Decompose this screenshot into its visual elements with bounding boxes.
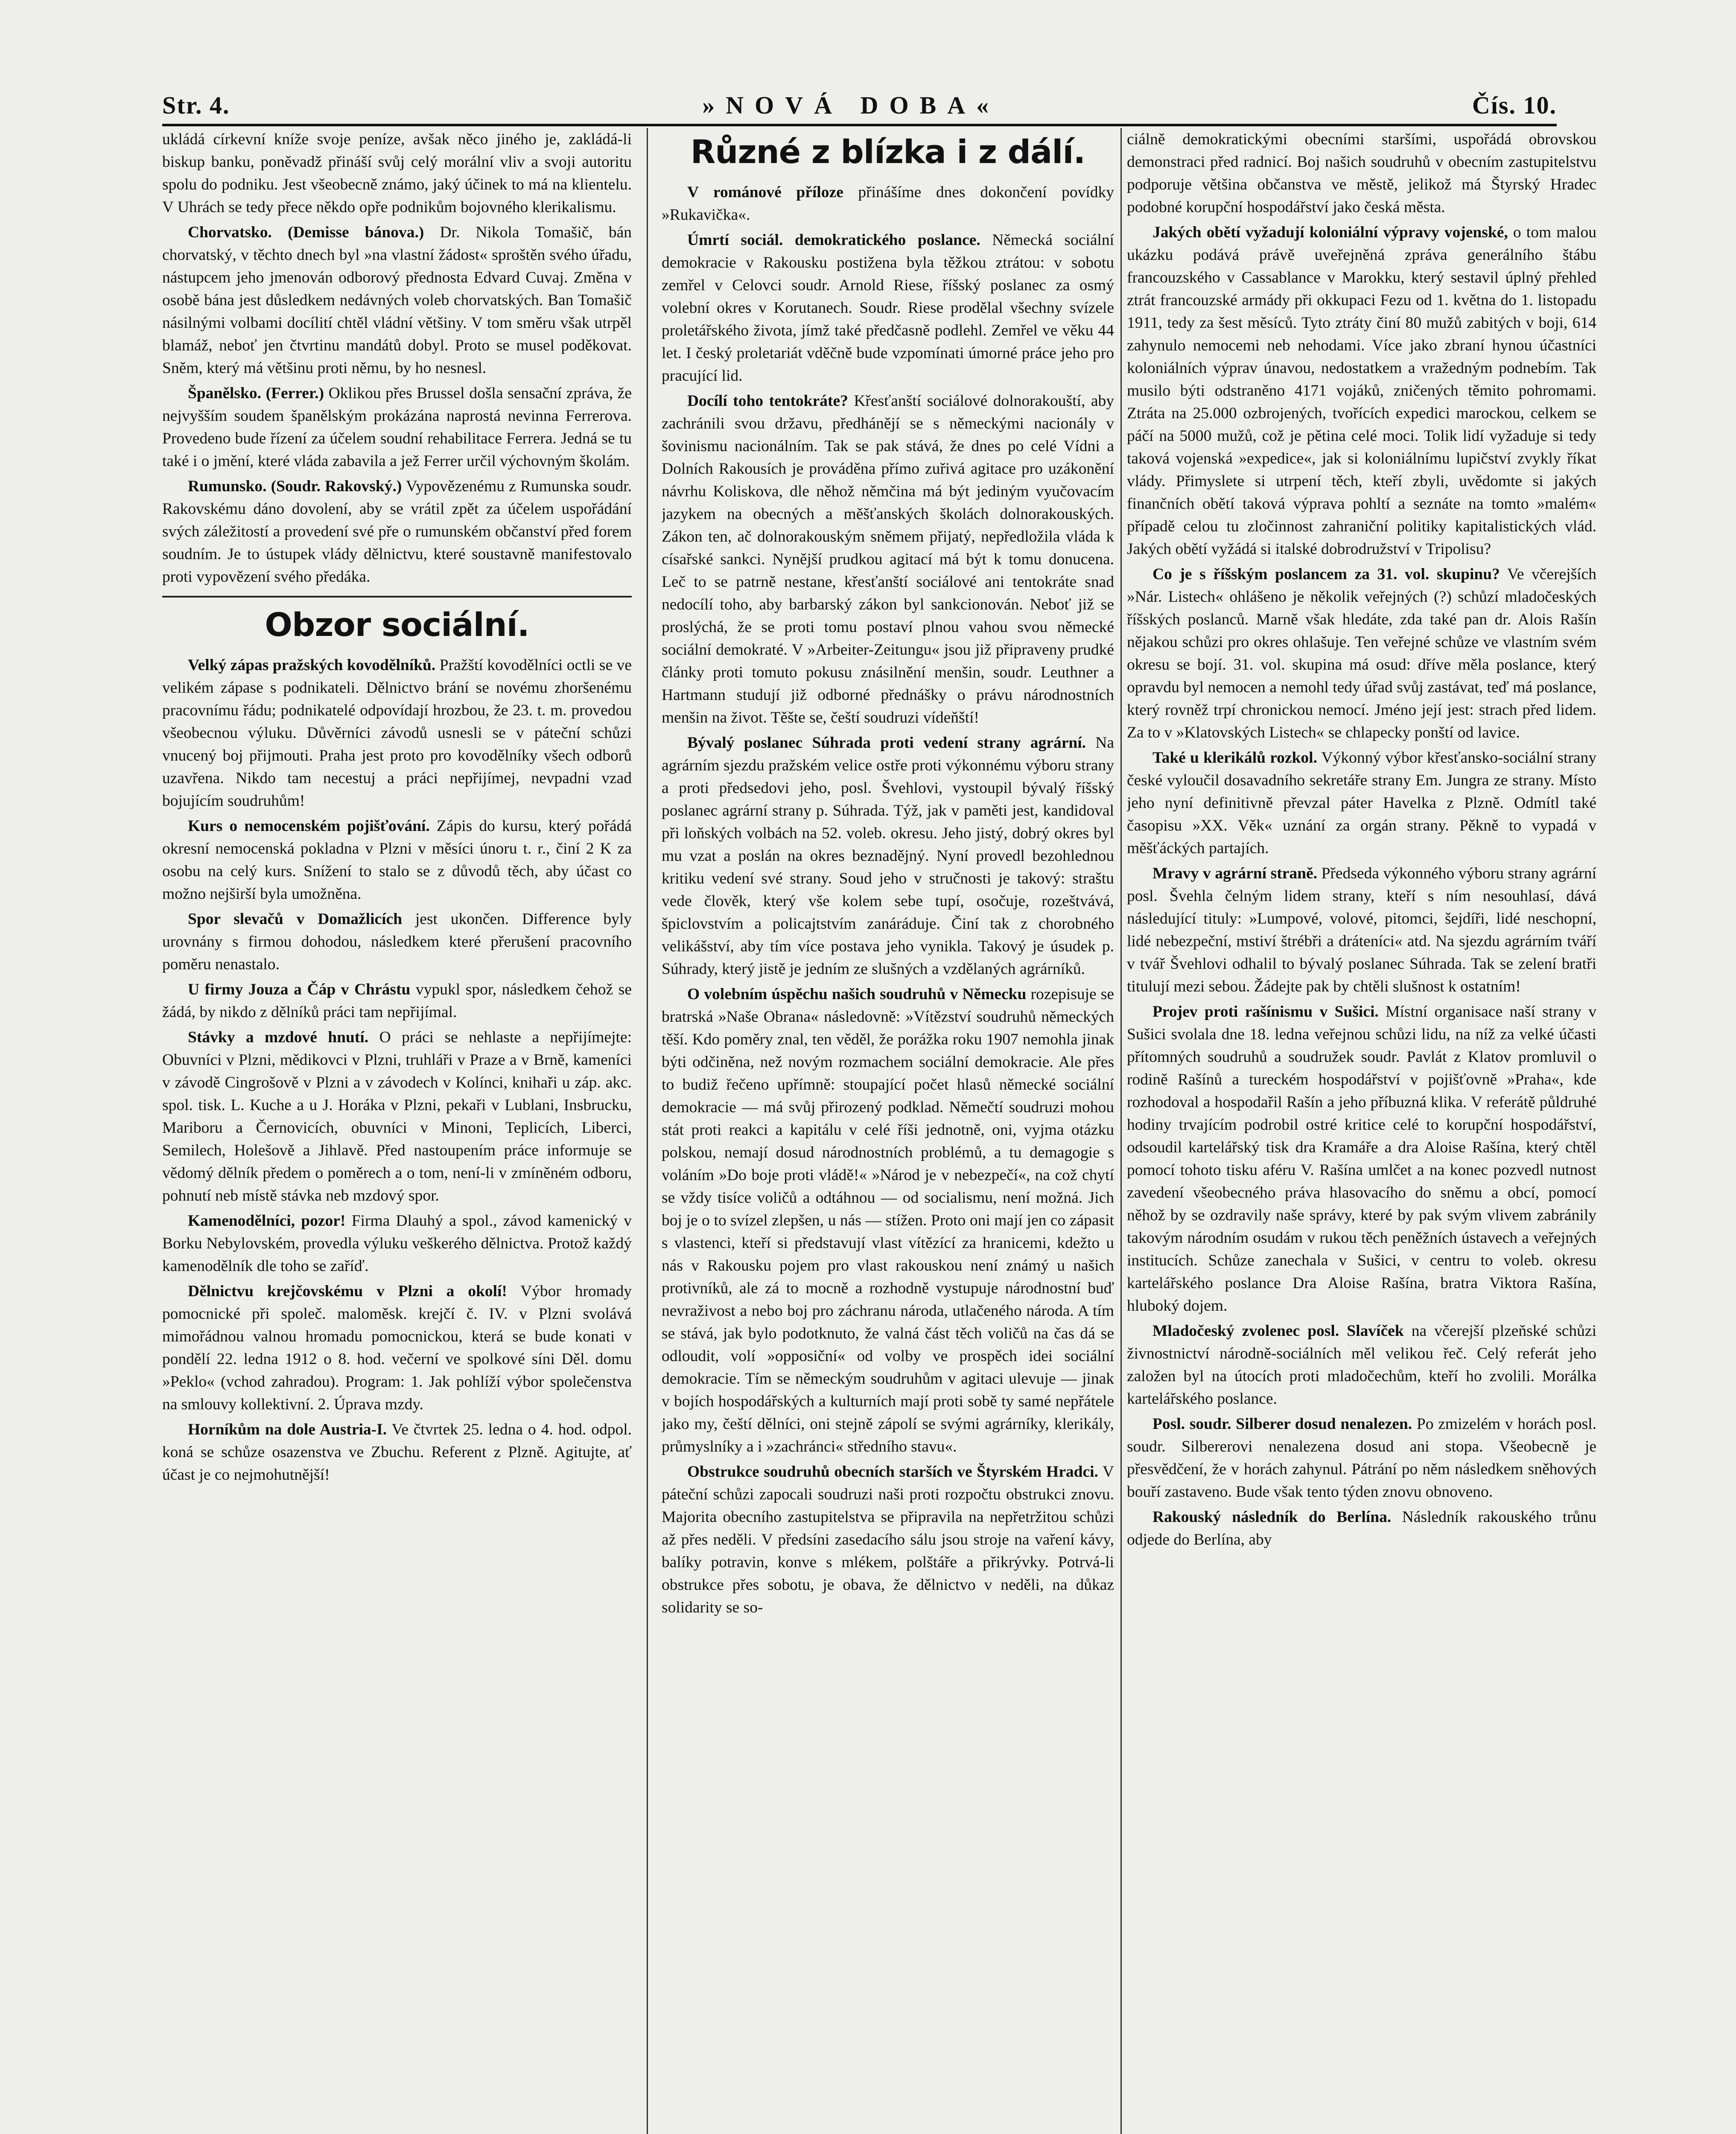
column-2 bbox=[662, 128, 1114, 2134]
article-heading: Úmrtí sociál. demokratického poslance. bbox=[687, 231, 980, 249]
article-heading: Mladočeský zvolenec posl. Slavíček bbox=[1152, 1322, 1404, 1340]
article-heading: Velký zápas pražských kovodělníků. bbox=[188, 656, 436, 674]
article-text: Místní organisace naší strany v Sušici svolala dne 18. ledna veřejnou schůzi lidu, na níž za velké účasti přítomných soudruhů a soudružek soudr. Pavlát z Klatov promluvil o rodině Rašínů a tureckém hospodářství v pojišťovně »Praha«, kde rozhodoval a hospodařil Rašín a jeho příbuzná klika. V referátě půldruhé hodiny trvajícím podrobil ostré kritice celé to korupční hospodářství, odsoudil kartelářský tisk dra Kramáře a dra Aloise Rašína, který chtěl pomocí tohoto tisku aféru V. Rašína umlčet a na konec pozvedl nutnost zavedení všeobecného práva hlasovacího do sněmu a obcí, pomocí něhož by se ozdravily naše správy, které by pak svým vlivem zabránily takovým národním osudám v rukou těch peněžních ústavech a veřejných institucích. Schůze zanechala v Sušici, v centru to voleb. okresu kartelářského poslance Dra Aloise Rašína, bratra Viktora Rašína, hluboký dojem. bbox=[1127, 1003, 1596, 1315]
article-heading: Docílí toho tentokráte? bbox=[687, 392, 848, 410]
article-heading: Stávky a mzdové hnutí. bbox=[188, 1029, 369, 1046]
article-text: jest ukončen. Difference byly urovnány s firmou dohodou, následkem které přerušení pracovního poměru nenastalo. bbox=[162, 910, 632, 973]
article-heading: Projev proti rašínismu v Sušici. bbox=[1152, 1003, 1379, 1020]
section-divider bbox=[162, 596, 632, 598]
column-rule bbox=[647, 128, 648, 2134]
section-title: Obzor sociální. bbox=[265, 606, 529, 644]
article-heading: Také u klerikálů rozkol. bbox=[1152, 749, 1317, 767]
article-paragraph bbox=[662, 1461, 1114, 1619]
article-heading: Rakouský následník do Berlína. bbox=[1152, 1508, 1392, 1526]
article-paragraph bbox=[162, 1418, 632, 1486]
article-paragraph bbox=[162, 978, 632, 1023]
article-heading: Chorvatsko. (Demisse bánova.) bbox=[188, 224, 424, 241]
page-header bbox=[162, 73, 1557, 126]
masthead: »NOVÁ DOBA« bbox=[702, 91, 1000, 119]
article-text: vypukl spor, následkem čehož se žádá, by nikdo z dělníků práci tam nepřijímal. bbox=[162, 981, 632, 1021]
article-heading: Obstrukce soudruhů obecních starších ve Štyrském Hradci. bbox=[687, 1463, 1098, 1481]
article-heading: O volebním úspěchu našich soudruhů v Německu bbox=[687, 985, 1027, 1003]
article-heading: Mravy v agrární straně. bbox=[1152, 865, 1317, 882]
article-paragraph bbox=[662, 229, 1114, 387]
article-text: o tom malou ukázku podává právě uveřejněná zpráva generálního štábu francouzského v Cassablance v Marokku, který sestavil úplný přehled ztrát francouzské armády při okkupaci Fezu od 1. května do 1. listopadu 1911, tedy za šest měsíců. Tyto ztráty činí 80 mužů zabitých v boji, 614 zahynulo nemocemi neb nehodami. Více jako zbraní hynou účastníci koloniálních výprav únavou, nedostatkem a vražedným podnebím. Tak musilo býti odstraněno 4171 vojáků, zničených těmito pohromami. Ztráta na 25.000 ozbrojených, tvořících expedici marockou, celkem se páčí na 5000 mužů, což je pětina celé moci. Tolik lidí vyžaduje si tedy taková vojenská »expedice«, jak si koloniálnímu lupičství zvykly říkat vlády. Přimyslete si utrpení těch, kteří zbyli, uvědomte si jakých finančních obětí taková výprava pohltí a seznáte na tomto »malém« případě celou tu zločinnost zahraniční politiky kapitalistických vlád. Jakých obětí vyžádá si italské dobrodružství v Tripolisu? bbox=[1127, 224, 1596, 558]
article-paragraph bbox=[162, 1280, 632, 1416]
article-paragraph bbox=[1127, 746, 1596, 860]
article-text: Dr. Nikola Tomašič, bán chorvatský, v těchto dnech byl »na vlastní žádost« sproštěn svého úřadu, nástupcem jeho jmenován odborový přednosta Edvard Cuvaj. Změna v osobě bána jest důsledkem nedávných voleb chorvatských. Ban Tomašič násilnými volbami docílití chtěl vládní většiny. V tom směru však utrpěl blamáž, neboť jen čtvrtinu mandátů dobyl. Proto se musel poděkovat. Sněm, který má většinu proti němu, by ho nesnesl. bbox=[162, 224, 632, 377]
article-heading: Horníkům na dole Austria-I. bbox=[188, 1421, 387, 1438]
article-heading: U firmy Jouza a Čáp v Chrástu bbox=[188, 981, 411, 998]
article-text: Předseda výkonného výboru strany agrární posl. Švehla čelným lidem strany, kteří s ním nesouhlasí, dává následující tituly: »Lumpové, volové, pitomci, šejdíři, lidé neschopní, lidé nebezpeční, mstiví štrébři a dráteníci« atd. Na sjezdu agrárním tváří v tvář Švehlovi odhalil to bývalý poslanec Súhrada. Tak se zelení bratři titulují mezi sebou. Žádejte pak by chtěli slušnost k ostatním! bbox=[1127, 865, 1596, 995]
article-text: ukládá církevní kníže svoje peníze, avšak něco jiného je, zakládá-li biskup banku, poněvadž přináší svůj celý morální vliv a svoji autoritu spolu do podniku. Jest všeobecně známo, jaký účinek to má na klientelu. V Uhrách se tedy přece někdo opře podnikům bojovného klerikalismu. bbox=[162, 131, 632, 216]
article-paragraph bbox=[162, 221, 632, 379]
column-3 bbox=[1127, 128, 1596, 2134]
article-text: Oklikou přes Brussel došla sensační zpráva, že nejvyšším soudem španělským prokázána naprostá nevinna Ferrerova. Provedeno bude řízení za účelem soudní rehabilitace Ferrera. Jedná se tu také i o jmění, které vláda zabavila a jež Ferrer určil výchovným školám. bbox=[162, 385, 632, 470]
column-rule bbox=[1120, 128, 1122, 2134]
article-heading: Co je s říšským poslancem za 31. vol. skupinu? bbox=[1152, 566, 1500, 583]
article-heading: Spor slevačů v Domažlicích bbox=[188, 910, 403, 928]
article-paragraph bbox=[162, 382, 632, 472]
article-paragraph bbox=[1127, 862, 1596, 998]
article-text: na včerejší plzeňské schůzi živnostnictví národně-sociálních měl velikou řeč. Celý referát jeho založen byl na útocích proti mladočechům, kteří ho zvolili. Morálka kartelářského poslance. bbox=[1127, 1322, 1596, 1408]
article-text: Výkonný výbor křesťansko-sociální strany české vyloučil dosavadního sekretáře strany Em. Jungra ze strany. Místo jeho nyní definitivně převzal páter Havelka z Plzně. Odmítl také časopisu »XX. Věk« uznání za orgán strany. Pěkně to vypadá v měšťáckých partajích. bbox=[1127, 749, 1596, 857]
article-heading: Španělsko. (Ferrer.) bbox=[188, 385, 324, 402]
article-paragraph bbox=[1127, 563, 1596, 744]
article-heading: Jakých obětí vyžadují koloniální výpravy vojenské, bbox=[1152, 224, 1508, 241]
article-paragraph bbox=[162, 475, 632, 588]
section-title: Různé z blízka i z dálí. bbox=[690, 133, 1085, 171]
article-text: Vypovězenému z Rumunska soudr. Rakovskému dáno dovolení, aby se vrátil zpět za účelem uspořádání svých záležitostí a provedení své pře o rumunském občanství před forem soudním. Je to ústupek vlády dělnictvu, které soustavně manifestovalo proti vypovězení svého předáka. bbox=[162, 478, 632, 586]
article-heading: Dělnictvu krejčovskému v Plzni a okolí! bbox=[188, 1283, 507, 1300]
article-text: Výbor hromady pomocnické při společ. maloměsk. krejčí č. IV. v Plzni svolává mimořádnou valnou hromadu pomocnickou, která se bude konati v pondělí 22. ledna 1912 o 8. hod. večerní ve spolkové síni Děl. domu »Peklo« (vchod zahradou). Program: 1. Jak pohlíží výbor společenstva na smlouvy kollektivní. 2. Úprava mzdy. bbox=[162, 1283, 632, 1413]
article-text: Po zmizelém v horách posl. soudr. Silbererovi nenalezena dosud ani stopa. Všeobecně je přesvědčení, že v horách zahynul. Pátrání po něm následkem sněhových bouří zastaveno. Bude však tento týden znovu obnoveno. bbox=[1127, 1415, 1596, 1501]
article-paragraph bbox=[662, 181, 1114, 226]
page-number: Str. 4. bbox=[162, 91, 230, 119]
article-heading: Rumunsko. (Soudr. Rakovský.) bbox=[188, 478, 402, 495]
article-text: Firma Dlauhý a spol., závod kamenický v Borku Nebylovském, provedla výluku veškerého dělnictva. Protož každý kamenodělník dle toho se zaříď. bbox=[162, 1212, 632, 1275]
article-paragraph bbox=[1127, 1413, 1596, 1503]
article-text: ciálně demokratickými obecními staršími, uspořádá obrovskou demonstraci před radnicí. Boj našich soudruhů v obecním zastupitelstvu podporuje většina občanstva ve městě, jelikož má Štyrský Hradec podobné korupční hospodářství jako česká města. bbox=[1127, 131, 1596, 216]
article-paragraph bbox=[162, 1210, 632, 1277]
article-text: Následník rakouského trůnu odjede do Berlína, aby bbox=[1127, 1508, 1596, 1548]
article-paragraph bbox=[662, 983, 1114, 1458]
article-text: přinášíme dnes dokončení povídky »Rukavička«. bbox=[662, 184, 1114, 224]
article-paragraph bbox=[1127, 1320, 1596, 1410]
article-heading: Bývalý poslanec Súhrada proti vedení strany agrární. bbox=[687, 734, 1086, 752]
article-text: Zápis do kursu, který pořádá okresní nemocenská pokladna v Plzni v měsíci únoru t. r., činí 2 K za osobu na celý kurs. Snížení to stalo se z důvodů těch, aby účast co možno nejširší byla umožněna. bbox=[162, 817, 632, 903]
article-paragraph bbox=[162, 908, 632, 976]
article-paragraph bbox=[162, 654, 632, 812]
article-heading: V románové příloze bbox=[687, 184, 843, 201]
issue-number: Čís. 10. bbox=[1472, 91, 1557, 119]
article-paragraph bbox=[162, 1026, 632, 1207]
article-paragraph bbox=[1127, 1000, 1596, 1317]
article-heading: Posl. soudr. Silberer dosud nenalezen. bbox=[1152, 1415, 1412, 1433]
article-text: Na agrárním sjezdu pražském velice ostře proti výkonnému výboru strany a proti předsedovi jeho, posl. Švehlovi, vystoupil bývalý říšský poslanec agrární strany p. Súhrada. Týž, jak v paměti jest, kandidoval při loňských volbách na 52. voleb. okresu. Jeho jistý, dobrý okres byl mu vzat a poslán na okres beznadějný. Nyní provedl bezohlednou kritiku vedení své strany. Soud jeho v stručnosti je takový: straštu vede člověk, který vše kolem sebe tupí, osočuje, rozeštvává, špiclovstvím a policajtstvím zanáráduje. Činí tak z chorobného velikášství, aby tím více postava jeho vynikla. Takový je úsudek p. Súhrady, který jistě je jedním ze slušných a vzdělaných agrárníků. bbox=[662, 734, 1114, 978]
article-text: Ve včerejších »Nár. Listech« ohlášeno je několik veřejných (?) schůzí mladočeských říšských poslanců. Marně však hledáte, zda také pan dr. Alois Rašín nějakou schůzi pro okres ohlašuje. Ten veřejné schůze ve vlastním svém okresu se bojí. 31. vol. skupina má osud: dříve měla poslance, který opravdu byl nemocen a nemohl tedy úřad svůj zastávat, teď má poslance, který rovněž trpí chronickou nemocí. Jméno její jest: strach před lidem. Za to v »Klatovských Listech« se chlapecky ponští od lavice. bbox=[1127, 566, 1596, 741]
article-paragraph bbox=[1127, 1506, 1596, 1551]
article-text: Německá sociální demokracie v Rakousku postižena byla těžkou ztrátou: v sobotu zemřel v Celovci soudr. Arnold Riese, říšský poslanec za osmý volební okres v Korutanech. Soudr. Riese prodělal všechny svízele proletářského života, jímž také předčasně podlehl. Zemřel ve věku 44 let. I český proletariát vděčně bude vzpomínati úmorné práce jeho pro pracující lid. bbox=[662, 231, 1114, 385]
article-text: Křesťanští sociálové dolnorakouští, aby zachránili svou državu, předhánějí se s německými nacionály v šovinismu nacionálním. Tak se pak stává, že dnes po celé Vídni a Dolních Rakousích je prováděna přímo zuřivá agitace pro uzákonění návrhu Koliskova, dle něhož němčina má být jediným vyučovacím jazykem na obecných a měšťanských školách dolnorakouských. Zákon ten, ač dolnorakouským sněmem přijatý, nepředložila vláda k císařské sankci. Nynější prudkou agitací má být k tomu donucena. Leč to se patrně nestane, křesťanští sociálové ani tentokráte snad nedocílí toho, aby barbarský zákon byl sankcionován. Neboť již se proslýchá, že se proti tomu postaví plnou vahou svou německé sociální demokraté. V »Arbeiter-Zeitungu« jsou již připraveny prudké články proti tomuto pokusu znásilnění menšin, soudr. Leuthner a Hartmann studují již odborné přednášky o právu národnostních menšin na život. Těšte se, čeští soudruzi vídeňští! bbox=[662, 392, 1114, 726]
article-text: V páteční schůzi zapocali soudruzi naši proti rozpočtu obstrukci znovu. Majorita obecního zastupitelstva se připravila na nepřetržitou schůzi až přes neděli. V předsíni zasedacího sálu jsou stroje na vaření kávy, balíky potravin, konve s mlékem, polštáře a přikrývky. Potrvá-li obstrukce přes sobotu, je obava, že dělnictvo v neděli, na důkaz solidarity se so- bbox=[662, 1463, 1114, 1616]
article-paragraph bbox=[662, 390, 1114, 729]
article-text: O práci se nehlaste a nepřijímejte: Obuvníci v Plzni, mědikovci v Plzni, truhláři v Praze a v Brně, kameníci v závodě Cingrošově v Plzni a v závodech v Kolínci, knihaři u záp. akc. spol. tisk. L. Kuche a u J. Horáka v Plzni, pekaři v Lublani, Insbrucku, Mariboru a Černovicích, obuvníci v Minoni, Teplicích, Liberci, Semilech, Holešově a Jihlavě. Před nastoupením práce informuje se vědomý dělník předem o poměrech a o tom, není-li v zmíněném odboru, pohnutí neb místě stávka neb mzdový spor. bbox=[162, 1029, 632, 1204]
article-paragraph bbox=[662, 732, 1114, 980]
article-heading: Kamenodělníci, pozor! bbox=[188, 1212, 346, 1230]
column-1 bbox=[162, 128, 632, 2134]
article-text: rozepisuje se bratrská »Naše Obrana« následovně: »Vítězství soudruhů německých těší. Kdo poměry znal, ten věděl, že porážka roku 1907 nemohla jinak býti odčiněna, než novým rozmachem sociální demokracie. Ale přes to budiž řečeno upřímně: stoupající počet hlasů německé sociální demokracie — má svůj přirozený podklad. Němečtí soudruzi mohou stát proti reakci a kapitálu v celé říši jednotně, oni, vyjma otázku polskou, nemají dosud národnostních problémů, a tu demagogie s voláním »Do boje proti vládě!« »Národ je v nebezpečí«, na což chytí se vždy tisíce voličů a odtáhnou — od socialismu, není možná. Jich boj je o to svízel zlepšen, u nás — stížen. Proto oni mají jen co zápasit s vlastenci, kteří si představují vlast vítězící za hranicemi, kdežto u nás v Rakousku pojem pro vlast rakouskou není známý u našich protivníků, ale zá to mocně a rozhodně vystupuje národnostní buď nevraživost a nebo boj pro záchranu národa, utlačeného národa. A tím se stává, jak bylo podotknuto, že valná část těch voličů na čas dá se odloudit, volí »opposiční« od volby ve prospěch idei sociální demokracie. Tím se německým soudruhům v agitaci ulevuje — jinak v bojích hospodářských a kulturních mají proti sobě ty samé nepřátele jako my, čeští dělníci, oni stejně zápolí se svými agrárníky, klerikály, průmyslníky a i »zachránci« středního stavu«. bbox=[662, 985, 1114, 1455]
article-text: Pražští kovodělníci octli se ve velikém zápase s podnikateli. Dělnictvo brání se novému zhoršenému pracovnímu řádu; podnikatelé odpovídají hrozbou, že 23. t. m. provedou všeobecnou výluku. Důvěrníci závodů usnesli se v páteční schůzi vnucený boj přijmouti. Praha jest proto pro kovodělníky všech odborů uzavřena. Nikdo tam necestuj a práci nepřijímej, nevpadni vzad bojujícím soudruhům! bbox=[162, 656, 632, 810]
article-paragraph bbox=[162, 815, 632, 905]
article-paragraph bbox=[1127, 221, 1596, 560]
article-heading: Kurs o nemocenském pojišťování. bbox=[188, 817, 430, 835]
article-text: Ve čtvrtek 25. ledna o 4. hod. odpol. koná se schůze osazenstva ve Zbuchu. Referent z Plzně. Agitujte, ať účast je co nejmohutnější! bbox=[162, 1421, 632, 1484]
